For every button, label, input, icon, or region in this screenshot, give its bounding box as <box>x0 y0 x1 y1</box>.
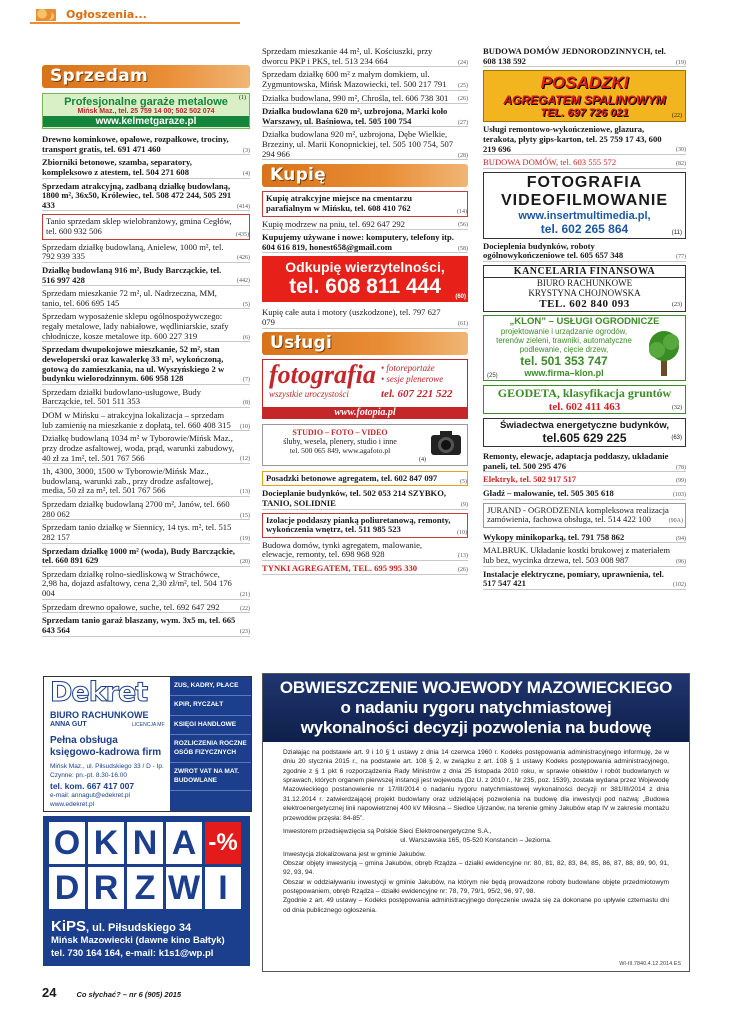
ad-text: MALBRUK. Układanie kostki brukowej z materiałem lub bez, wycinka drzewa, tel. 503 008 987 <box>483 545 671 565</box>
classified-ad <box>42 266 250 286</box>
ad-number: (96) <box>676 558 686 565</box>
classified-ad <box>483 242 686 262</box>
column-2 <box>262 47 468 578</box>
ad-text: Kupię całe auta i motory (uszkodzone), tel. 797 627 079 <box>262 307 441 327</box>
video-num: (11) <box>671 229 682 236</box>
klon-ad <box>483 315 686 381</box>
ad-number: (9) <box>461 501 468 508</box>
ad-number: (12) <box>240 456 250 463</box>
ad-text: Sprzedam tanio działkę w Siennicy, 14 tys. m², tel. 515 282 157 <box>42 522 232 542</box>
okna-letter: Z <box>127 867 163 909</box>
ad-text: Działkę budowlaną 1034 m² w Tyborowie/Mińsk Maz., przy drodze asfaltowej, woda, prąd, warunki zabudowy, 40 zł za 1m², tel. 501 767 566 <box>42 433 235 463</box>
classified-ad <box>262 70 468 90</box>
okna-letter: D <box>49 867 85 909</box>
classified-ad <box>483 452 686 472</box>
ad-text: Sprzedam działkę rolno-siedliskową w Strachówce, 2,98 ha, dojazd asfaltowy, cena 2,30 zł/m², tel. 504 176 004 <box>42 568 232 598</box>
kancelaria-tel: TEL. 602 840 093 <box>539 298 630 310</box>
classified-ad <box>262 489 468 509</box>
section-uslugi: Usługi <box>262 332 468 355</box>
klon-line2: terenów zieleni, trawniki, automatyczne <box>496 336 632 345</box>
classified-ad <box>42 411 250 431</box>
classified-ad <box>42 388 250 408</box>
fotografia-ad <box>262 359 468 419</box>
ad-text: Sprzedam wyposażenie sklepu ogólnospożywczego: regały metalowe, lady nabiałowe, wędliniarskie, szafy chłodnicze, kosze metalowe itp. 600 227 319 <box>42 311 229 341</box>
ad-number: (435) <box>236 231 249 238</box>
okna-letter: A <box>166 822 202 864</box>
klon-tel: tel. 501 353 747 <box>520 354 608 368</box>
header-bullet-icon <box>36 9 56 21</box>
ad-number: (414) <box>237 203 250 210</box>
okna-name: KiPS <box>51 918 87 935</box>
ad-number: (78) <box>676 464 686 471</box>
ad-number: (58) <box>458 245 468 252</box>
odkupie-line2: tel. 608 811 444 <box>289 275 441 299</box>
studio-line1: śluby, wesela, plenery, studio i inne <box>283 436 397 446</box>
odkupie-ad <box>262 256 468 302</box>
dekret-ad <box>43 676 252 812</box>
ad-number: (6) <box>243 334 250 341</box>
header <box>30 7 240 23</box>
ad-text: 1h, 4300, 3000, 1500 w Tyborowie/Mińsk Maz., budowlaną, warunki zab., przy drodze asfaltowej, media, 50 zł za m², tel. 501 767 566 <box>42 466 214 496</box>
okna-letter: K <box>88 822 124 864</box>
classified-ad <box>262 94 468 105</box>
garaze-ad <box>42 93 250 129</box>
posadzki-ad <box>483 70 686 122</box>
kancelaria-num: (23) <box>672 302 682 308</box>
magazine-name: Co słychać? – nr 6 (905) 2015 <box>76 990 182 999</box>
energ-title: Świadectwa energetyczne budynków, <box>499 420 670 431</box>
obw-signature: WI-III.7840.4.12.2014.ES <box>619 961 681 967</box>
classified-ad <box>483 47 686 67</box>
ad-text: Sprzedam działkę budowlaną 2700 m², Janów, tel. 660 280 062 <box>42 499 230 519</box>
studio-title: STUDIO – FOTO – VIDEO <box>292 427 388 437</box>
video-tel: tel. 602 265 864 <box>540 221 629 236</box>
classified-ad <box>262 220 468 231</box>
dekret-service-item: ZUS, KADRY, PŁACE <box>170 677 251 696</box>
garaze-www: www.kelmetgaraze.pl <box>43 116 249 127</box>
posadzki-num: (22) <box>672 113 682 120</box>
foto-bullet-2: • sesje plenerowe <box>381 373 444 384</box>
classified-ad <box>262 47 468 67</box>
classified-ad <box>483 125 686 155</box>
ad-number: (13) <box>458 553 468 560</box>
ad-text: Działkę budowlaną 916 m², Budy Barcząckie, tel. 516 997 428 <box>42 264 222 285</box>
classified-ad <box>262 233 468 253</box>
garaze-title: Profesjonalne garaże metalowe <box>64 96 228 108</box>
dekret-sub3: LICENCJA MF <box>132 722 165 728</box>
garaze-num: (1) <box>239 95 246 101</box>
header-rule <box>30 22 240 24</box>
okna-letter: -% <box>205 822 241 864</box>
dekret-service-item: ZWROT VAT NA MAT. BUDOWLANE <box>170 763 251 791</box>
dekret-sub2: ANNA GUT <box>50 721 87 728</box>
classified-ad <box>262 471 468 487</box>
ad-text: Usługi remontowo-wykończeniowe, glazura, terakota, płyty gips-karton, tel. 25 759 17 43, 600 219 696 <box>483 124 662 154</box>
ad-text: TYNKI AGREGATEM, TEL. 695 995 330 <box>262 563 418 573</box>
okna-letter: O <box>49 822 85 864</box>
energ-num: (63) <box>671 435 682 441</box>
column-3 <box>483 47 686 593</box>
dekret-logo: Dekret <box>50 677 148 708</box>
classified-ad <box>42 214 250 239</box>
ad-text: Działka budowlana, 990 m², Chrośla, tel. 606 738 301 <box>262 92 449 103</box>
dekret-sub1: BIURO RACHUNKOWE <box>50 710 149 720</box>
classified-ad <box>42 158 250 178</box>
ad-text: Docieplanie budynków, tel. 502 053 214 SZYBKO, TANIO, SOLIDNIE <box>262 488 447 508</box>
column-1 <box>42 65 250 640</box>
classified-ad <box>262 564 468 575</box>
footer <box>42 984 342 1002</box>
classified-ad <box>483 475 686 486</box>
classified-ad <box>483 158 686 169</box>
ad-text: Sprzedam działkę 600 m² z małym domkiem, ul. Zygmuntowska, Mińsk Mazowiecki, tel. 500 217 791 <box>262 69 447 89</box>
classified-ad <box>483 489 686 500</box>
garaze-phone: Mińsk Maz., tel. 25 759 14 00; 502 502 074 <box>77 108 215 115</box>
ad-text: Docieplenia budynków, roboty ogólnowykończeniowe tel. 605 657 348 <box>483 240 624 261</box>
geodeta-num: (32) <box>672 405 682 411</box>
ad-text: Wykopy minikoparką, tel. 791 758 862 <box>483 531 625 542</box>
ad-number: (20) <box>240 559 250 566</box>
ad-text: Sprzedam mieszkanie 72 m², ul. Nadrzeczna, MM, tanio, tel. 606 695 145 <box>42 288 217 308</box>
ad-number: (442) <box>237 278 250 285</box>
classified-ad <box>42 289 250 309</box>
kancelaria-line1: BIURO RACHUNKOWE <box>536 278 633 288</box>
ad-number: (22) <box>240 605 250 612</box>
ad-number: (26) <box>458 96 468 103</box>
ad-number: (26) <box>458 566 468 573</box>
ad-text: Kupujemy używane i nowe: komputery, telefony itp. 604 616 819, honest658@gmail.com <box>262 232 454 252</box>
ad-text: Kupię atrakcyjne miejsce na cmentarzu parafialnym w Mińsku, tel. 608 410 762 <box>266 193 413 213</box>
ad-text: Gładź – malowanie, tel. 505 305 618 <box>483 487 614 498</box>
ad-text: BUDOWA DOMÓW, tel. 603 555 572 <box>483 157 617 168</box>
classified-ad <box>42 182 250 212</box>
ad-number: (426) <box>237 255 250 262</box>
ad-text: Zbiorniki betonowe, szamba, separatory, kompleksowo z atestem, tel. 504 271 608 <box>42 157 192 177</box>
ad-number: (7) <box>243 377 250 384</box>
kancelaria-ad <box>483 265 686 312</box>
ad-text: Tanio sprzedam sklep wielobranżowy, gmina Cegłów, tel. 600 932 506 <box>46 216 232 236</box>
odkupie-num: (60) <box>455 294 466 301</box>
ad-text: Drewno kominkowe, opałowe, rozpałkowe, trociny, transport gratis, tel. 691 471 460 <box>42 134 229 154</box>
classified-ad <box>42 434 250 464</box>
ad-text: Sprzedam działki budowlano-usługowe, Budy Barcząckie, tel. 501 511 353 <box>42 386 201 407</box>
ad-number: (14) <box>457 208 467 215</box>
classified-ad <box>42 467 250 497</box>
okna-drzwi-ad <box>43 816 250 966</box>
geodeta-title: GEODETA, klasyfikacja gruntów <box>497 386 672 400</box>
classified-ad <box>262 308 468 328</box>
dekret-service-item: KPiR, RYCZAŁT <box>170 696 251 715</box>
jurand-ad: JURAND - OGRODZENIA kompleksowa realizacja zamówienia, fachowa obsługa, tel. 514 422 100 (90A) <box>483 503 686 528</box>
dekret-h2: księgowo-kadrowa firm <box>50 747 162 758</box>
section-kupie: Kupię <box>262 164 468 187</box>
camera-icon <box>429 428 463 458</box>
geodeta-ad <box>483 385 686 414</box>
ad-text: Sprzedam atrakcyjną, zadbaną działkę budowlaną, 1800 m², 36x50, Królewiec, tel. 508 472 244, 505 291 433 <box>42 180 232 210</box>
energ-tel: tel.605 629 225 <box>542 431 627 445</box>
classified-ad <box>42 603 250 614</box>
dekret-service-item: ROZLICZENIA ROCZNE OSÓB FIZYCZNYCH <box>170 735 251 763</box>
okna-address: KiPS, ul. Piłsudskiego 34 Mińsk Mazowiecki (dawne kino Bałtyk) tel. 730 164 164, e-mail: k1s1@wp.pl <box>51 918 225 959</box>
classified-ad <box>42 547 250 567</box>
ad-text: Izolacje poddaszy pianką poliuretanową, remonty, wykończenia wnętrz, tel. 511 985 523 <box>266 514 451 535</box>
klon-title: „KLON” – USŁUGI OGRODNICZE <box>509 316 660 327</box>
dekret-services <box>170 677 251 811</box>
ad-number: (24) <box>458 59 468 66</box>
foto-big: fotografia <box>269 359 376 389</box>
ad-number: (21) <box>240 591 250 598</box>
ad-number: (23) <box>240 628 250 635</box>
ad-number: (30) <box>676 147 686 154</box>
ad-number: (3) <box>243 147 250 154</box>
geodeta-tel: tel. 602 411 463 <box>548 401 621 413</box>
ad-text: DOM w Mińsku – atrakcyjna lokalizacja – sprzedam lub zamienię na mieszkanie z dopłatą, tel. 660 408 315 <box>42 410 231 430</box>
tree-icon <box>645 328 683 376</box>
okna-letter: I <box>205 867 241 909</box>
ad-number: (99) <box>676 478 686 485</box>
dekret-h1: Pełna obsługa <box>50 735 118 746</box>
obwieszczenie <box>262 673 690 972</box>
classified-ad <box>42 135 250 155</box>
klon-line3: podlewanie, cięcie drzew, <box>519 345 609 354</box>
classified-ad <box>483 570 686 590</box>
posadzki-sub: AGREGATEM SPALINOWYM <box>503 93 666 108</box>
odkupie-line1: Odkupię wierzytelności, <box>285 259 445 276</box>
section-sprzedam: Sprzedam <box>42 65 250 88</box>
classified-ad <box>42 523 250 543</box>
video-line1: FOTOGRAFIA <box>526 173 643 191</box>
ad-number: (4) <box>243 170 250 177</box>
ad-number: (10) <box>457 530 467 537</box>
classified-ad <box>42 312 250 342</box>
foto-sub: wszystkie uroczystości <box>269 388 349 399</box>
ad-number: (5) <box>243 301 250 308</box>
ad-number: (28) <box>458 152 468 159</box>
classified-ad <box>483 533 686 544</box>
ad-number: (13) <box>240 489 250 496</box>
posadzki-title: POSADZKI <box>540 73 629 93</box>
video-line2: VIDEOFILMOWANIE <box>501 191 668 209</box>
ad-number: (25) <box>458 82 468 89</box>
posadzki-tel: TEL. 697 726 021 <box>540 107 629 120</box>
ad-number: (77) <box>676 254 686 261</box>
ad-text: Kupię modrzew na pniu, tel. 692 647 292 <box>262 218 405 229</box>
ad-text: Działka budowlana 620 m², uzbrojona, Marki koło Warszawy, ul. Baśniowa, tel. 505 100 754 <box>262 106 448 126</box>
kancelaria-line2: KRYSTYNA CHOJNOWSKA <box>528 288 641 298</box>
classified-ad <box>262 191 468 216</box>
classified-ad <box>262 130 468 160</box>
ad-text: Działka budowlana 920 m², uzbrojona, Dębe Wielkie, Brzeziny, ul. Marii Konopnickiej, tel. 505 100 754, 507 294 966 <box>262 129 454 159</box>
classified-ad <box>42 243 250 263</box>
studio-line2: tel. 500 065 849, www.agafoto.pl <box>289 445 391 455</box>
ad-number: (61) <box>458 320 468 327</box>
ad-text: Instalacje elektryczne, pomiary, uprawnienia, tel. 517 547 421 <box>483 568 664 589</box>
ad-number: (56) <box>458 222 468 229</box>
ad-text: Budowa domów, tynki agregatem, malowanie, elewacje, remonty, tel. 698 968 928 <box>262 539 423 560</box>
video-ad <box>483 172 686 239</box>
classified-ad <box>262 541 468 561</box>
klon-line1: projektowanie i urządzanie ogrodów, <box>500 327 628 336</box>
ad-number: (27) <box>458 119 468 126</box>
page-number: 24 <box>42 985 57 1000</box>
ad-text: Sprzedam dwupokojowe mieszkanie, 52 m², stan deweloperski oraz kawalerkę 33 m², wykończoną, gotową do zamieszkania, na ul. Wyszyńskiego 2 w budynku wielorodzinnym. 606 958 128 <box>42 344 225 384</box>
klon-num: (25) <box>487 373 498 379</box>
okna-letter: N <box>127 822 163 864</box>
classified-ad <box>262 107 468 127</box>
okna-letter: R <box>88 867 124 909</box>
ad-text: Sprzedam działkę 1000 m² (woda), Budy Barcząckie, tel. 660 891 629 <box>42 545 235 566</box>
okna-letter: W <box>167 869 201 907</box>
section-title: Ogłoszenia... <box>66 8 147 21</box>
ad-text: Remonty, elewacje, adaptacja poddaszy, układanie paneli, tel. 500 295 476 <box>483 451 669 471</box>
obw-header: OBWIESZCZENIE WOJEWODY MAZOWIECKIEGO o nadaniu rygoru natychmiastowej wykonalności decyzji pozwolenia na budowę <box>263 674 689 742</box>
studio-num: (4) <box>419 456 426 463</box>
foto-bullet-1: • fotoreportaże <box>381 362 435 373</box>
classified-ad <box>42 500 250 520</box>
classified-ad <box>42 570 250 600</box>
ad-number: (19) <box>240 535 250 542</box>
energ-ad <box>483 418 686 447</box>
klon-www: www.firma–klon.pl <box>524 368 604 378</box>
ad-number: (102) <box>673 582 686 589</box>
studio-ad <box>262 424 468 466</box>
foto-www: www.fotopia.pl <box>263 407 467 418</box>
ad-text: Sprzedam działkę budowlaną, Anielew, 1000 m², tel. 792 939 335 <box>42 241 224 262</box>
classified-ad <box>42 345 250 385</box>
classified-ad <box>483 546 686 566</box>
ad-text: Sprzedam tanio garaż blaszany, wym. 3x5 m, tel. 665 643 564 <box>42 615 236 635</box>
ad-text: Elektryk, tel. 502 917 517 <box>483 474 577 485</box>
ad-text: Sprzedam mieszkanie 44 m², ul. Kościuszki, przy dworcu PKP i PKS, tel. 513 234 664 <box>262 46 433 66</box>
ad-number: (103) <box>673 491 686 498</box>
ad-number: (8) <box>243 400 250 407</box>
ad-number: (5) <box>460 478 467 485</box>
dekret-service-item: KSIĘGI HANDLOWE <box>170 716 251 735</box>
ad-text: Posadzki betonowe agregatem, tel. 602 847 097 <box>266 472 438 483</box>
ad-number: (10) <box>240 423 250 430</box>
foto-tel: tel. 607 221 522 <box>381 387 453 400</box>
classified-ad <box>42 616 250 636</box>
obw-body: Działając na podstawie art. 9 i 10 § 1 ustawy z dnia 14 czerwca 1960 r. Kodeks postępowania administracyjnego informuję, że w dniu 20 stycznia 2015 r., na podstawie art. 108 § 2, w związku z art. 108 § 1 ustawy Kodeks postępowania administracyjnego, zgodnie z § 1 pkt 6 rozporządzenia Rady Ministrów z dnia 25 listopada 2010 roku, w sprawie obiektów i robót budowlanych w sprawach, których organem pierwszej instancji jest wojewoda (Dz U. z 2010 r., Nr 235, poz. 1539), została wydana przez Wojewodę Mazowieckiego postanowienie nr 17/III/2014 o nadaniu rygoru natychmiastowej wykonalności decyzji nr 381/III/2014 z dnia 31.12.2014 r. zatwierdzającej projekt budowlany oraz udzielającej pozwolenia na budowę dla inwestycji pod nazwą: „Budowa elektroenergetycznej linii napowietrznej 400 kV Miłosna – Siedlce Ujrzanów, na terenie gminy Jakubów etap IV w zakresie montażu przewodów przęsła: 84-85”. Inwestorem przedsięwzięcia są Polskie Sieci Elektroenergetyczne S.A., ul. Warszawska 165, 05-520 Konstancin – Jeziorna. Inwestycja zlokalizowana jest w gminie Jakubów. Obszar objęty inwestycją – gmina Jakubów, obręb Rządza – działki ewidencyjne nr: 80, 81, 82, 83, 84, 85, 86, 87, 88, 89, 90, 91, 92, 93, 94. Obszar w oddziaływaniu inwestycji w gminie Jakubów, na którym nie będą prowadzone roboty budowlane objęte przedmiotowym postępowaniem, obręb Rządza – działki ewidencyjne nr: 78, 79, 79/1, 95/2, 96, 97, 98. Zgodnie z art. 49 ustawy – Kodeks postępowania administracyjnego doręczenie uważa się za dokonane po upływie czternastu dni od dnia publicznego ogłoszenia. <box>283 749 669 914</box>
ad-number: (15) <box>240 512 250 519</box>
kancelaria-title: KANCELARIA FINANSOWA <box>484 266 685 278</box>
ad-number: (94) <box>676 535 686 542</box>
ad-text: BUDOWA DOMÓW JEDNORODZINNYCH, tel. 608 138 592 <box>483 46 666 66</box>
video-www: www.insertmultimedia.pl, <box>518 209 651 222</box>
classified-ad <box>262 513 468 538</box>
ad-text: Sprzedam drewno opałowe, suche, tel. 692 647 292 <box>42 601 220 612</box>
ad-number: (82) <box>676 161 686 168</box>
ad-number: (19) <box>676 59 686 66</box>
dekret-address: Mińsk Maz., ul. Piłsudskiego 33 / D - Ip. Czynne: pn.-pt. 8.30-16.00 tel. kom. 667 417 007 e-mail: annagut@edekret.pl www.edekret.pl <box>50 763 164 808</box>
